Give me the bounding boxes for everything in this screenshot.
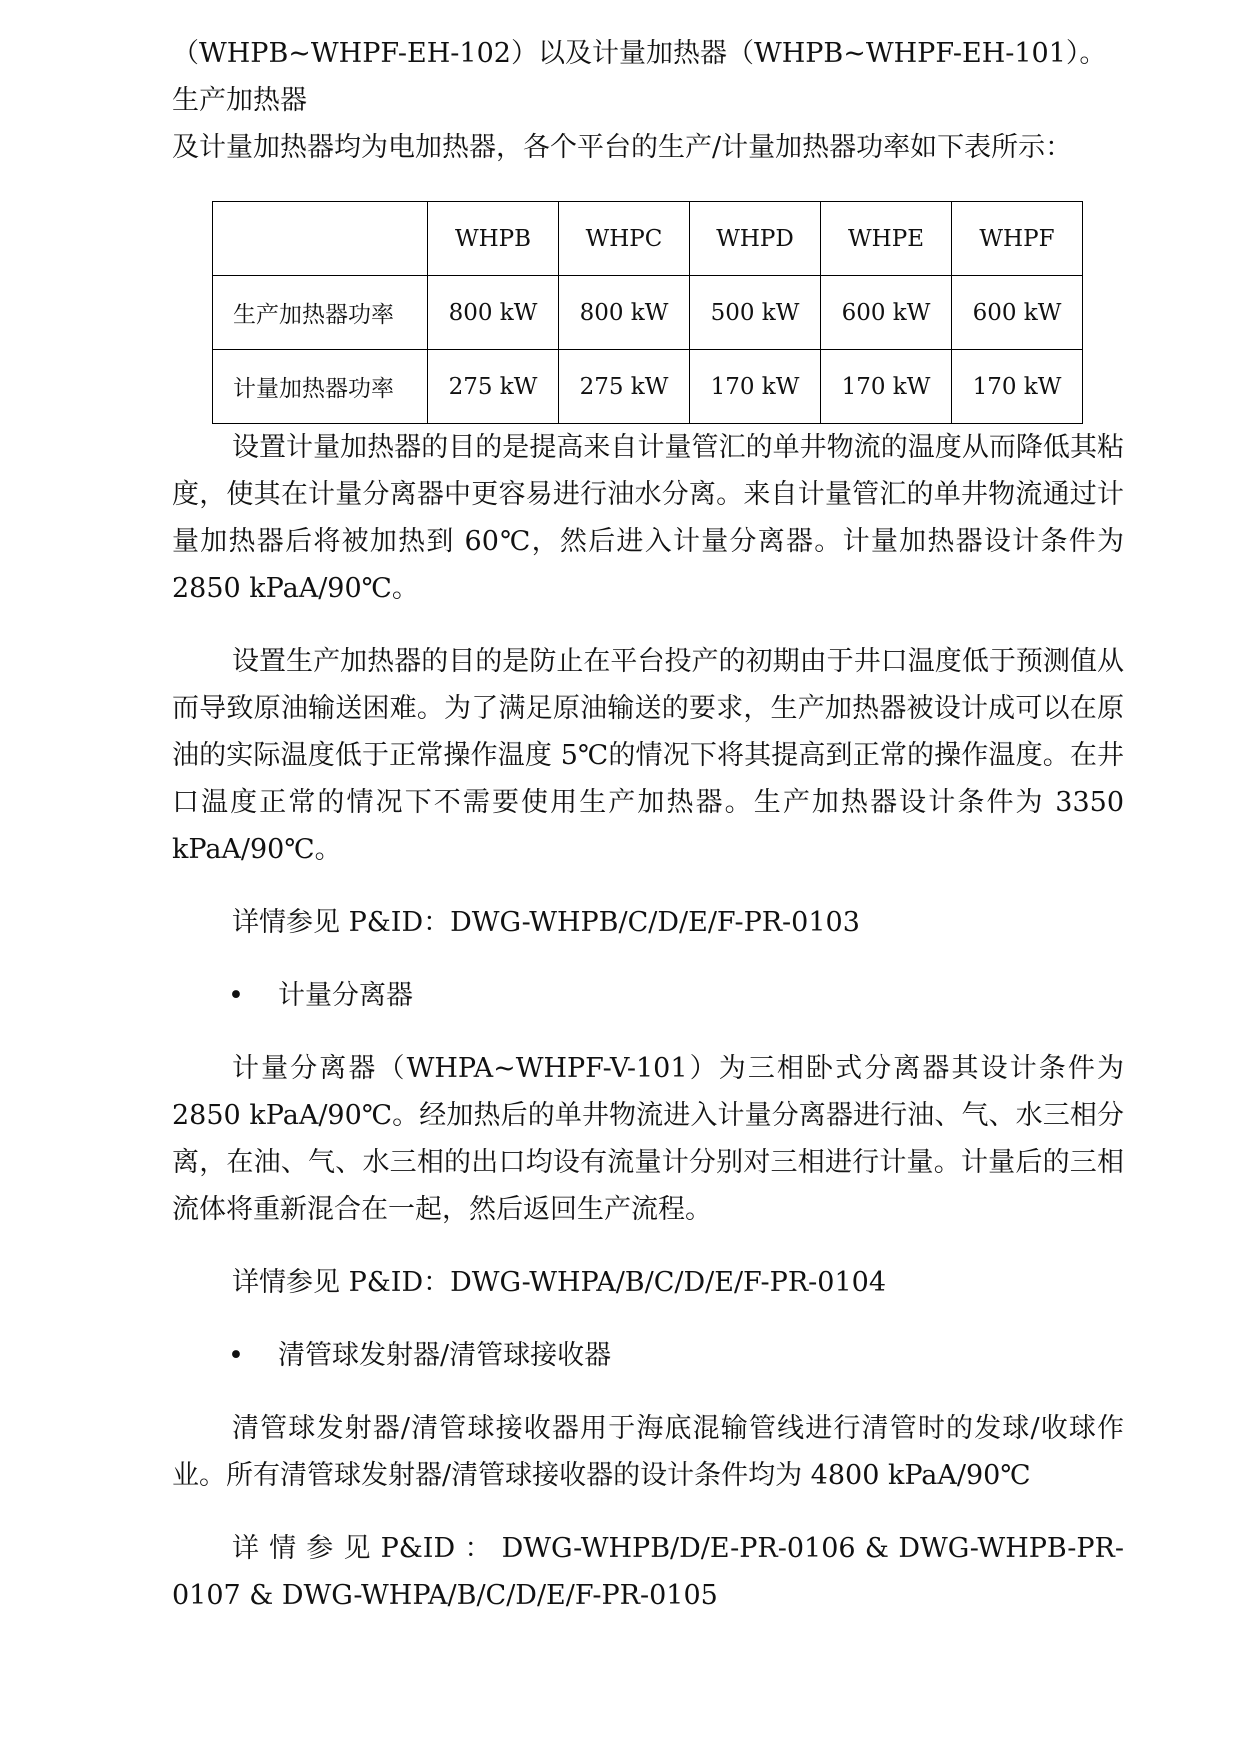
table-cell: 275 kW	[428, 350, 559, 424]
table-cell: 170 kW	[690, 350, 821, 424]
table-header-cell: WHPD	[690, 202, 821, 276]
paragraph-pig-launcher-receiver: 清管球发射器/清管球接收器用于海底混输管线进行清管时的发球/收球作业。所有清管球发射器/清管球接收器的设计条件均为 4800 kPaA/90℃	[172, 1413, 1124, 1491]
table-cell: 800 kW	[559, 276, 690, 350]
reference-pid-0104: 详情参见 P&ID：DWG-WHPA/B/C/D/E/F-PR-0104	[232, 1267, 887, 1298]
paragraph-metering-separator: 计量分离器（WHPA~WHPF-V-101）为三相卧式分离器其设计条件为 2850 kPaA/90℃。经加热后的单井物流进入计量分离器进行油、气、水三相分离，在油、气、水三相的出口均设有流量计分别对三相进行计量。计量后的三相流体将重新混合在一起，然后返回生产流程。	[172, 1053, 1124, 1225]
reference-pid-0105-0107: 详 情 参 见 P&ID ： DWG-WHPB/D/E-PR-0106 & DWG-WHPB-PR-0107 & DWG-WHPA/B/C/D/E/F-PR-0105	[172, 1533, 1124, 1611]
paragraph-metering-heater: 设置计量加热器的目的是提高来自计量管汇的单井物流的温度从而降低其粘度，使其在计量分离器中更容易进行油水分离。来自计量管汇的单井物流通过计量加热器后将被加热到 60℃，然后进入计量分离器。计量加热器设计条件为 2850 kPaA/90℃。	[172, 432, 1124, 604]
heater-power-table	[212, 201, 1083, 424]
bullet-text: 计量分离器	[278, 980, 413, 1011]
bullet-pig-launcher-receiver	[172, 1332, 1124, 1379]
table-cell: 275 kW	[559, 350, 690, 424]
document-page	[172, 30, 1124, 1619]
table-header-cell: WHPF	[952, 202, 1083, 276]
table-header-cell: WHPC	[559, 202, 690, 276]
table-cell: 500 kW	[690, 276, 821, 350]
table-cell: 600 kW	[952, 276, 1083, 350]
table-cell: 170 kW	[952, 350, 1083, 424]
intro-line-1: （WHPB~WHPF-EH-102）以及计量加热器（WHPB~WHPF-EH-101）。生产加热器	[172, 38, 1107, 116]
table-row	[213, 350, 1083, 424]
table-cell: 800 kW	[428, 276, 559, 350]
row-label: 计量加热器功率	[213, 350, 428, 424]
bullet-marker: •	[228, 980, 244, 1011]
table-header-cell: WHPE	[821, 202, 952, 276]
intro-line-2: 及计量加热器均为电加热器，各个平台的生产/计量加热器功率如下表所示：	[172, 132, 1073, 163]
table-cell: 600 kW	[821, 276, 952, 350]
bullet-metering-separator	[172, 972, 1124, 1019]
reference-pid-0103: 详情参见 P&ID：DWG-WHPB/C/D/E/F-PR-0103	[232, 907, 860, 938]
table-row	[213, 276, 1083, 350]
bullet-text: 清管球发射器/清管球接收器	[278, 1340, 612, 1371]
table-header-cell	[213, 202, 428, 276]
table-cell: 170 kW	[821, 350, 952, 424]
table-header-row	[213, 202, 1083, 276]
table-header-cell: WHPB	[428, 202, 559, 276]
row-label: 生产加热器功率	[213, 276, 428, 350]
bullet-marker: •	[228, 1340, 244, 1371]
paragraph-production-heater: 设置生产加热器的目的是防止在平台投产的初期由于井口温度低于预测值从而导致原油输送困难。为了满足原油输送的要求，生产加热器被设计成可以在原油的实际温度低于正常操作温度 5℃的情况下将其提高到正常的操作温度。在井口温度正常的情况下不需要使用生产加热器。生产加热器设计条件为 3350 kPaA/90℃。	[172, 646, 1124, 865]
